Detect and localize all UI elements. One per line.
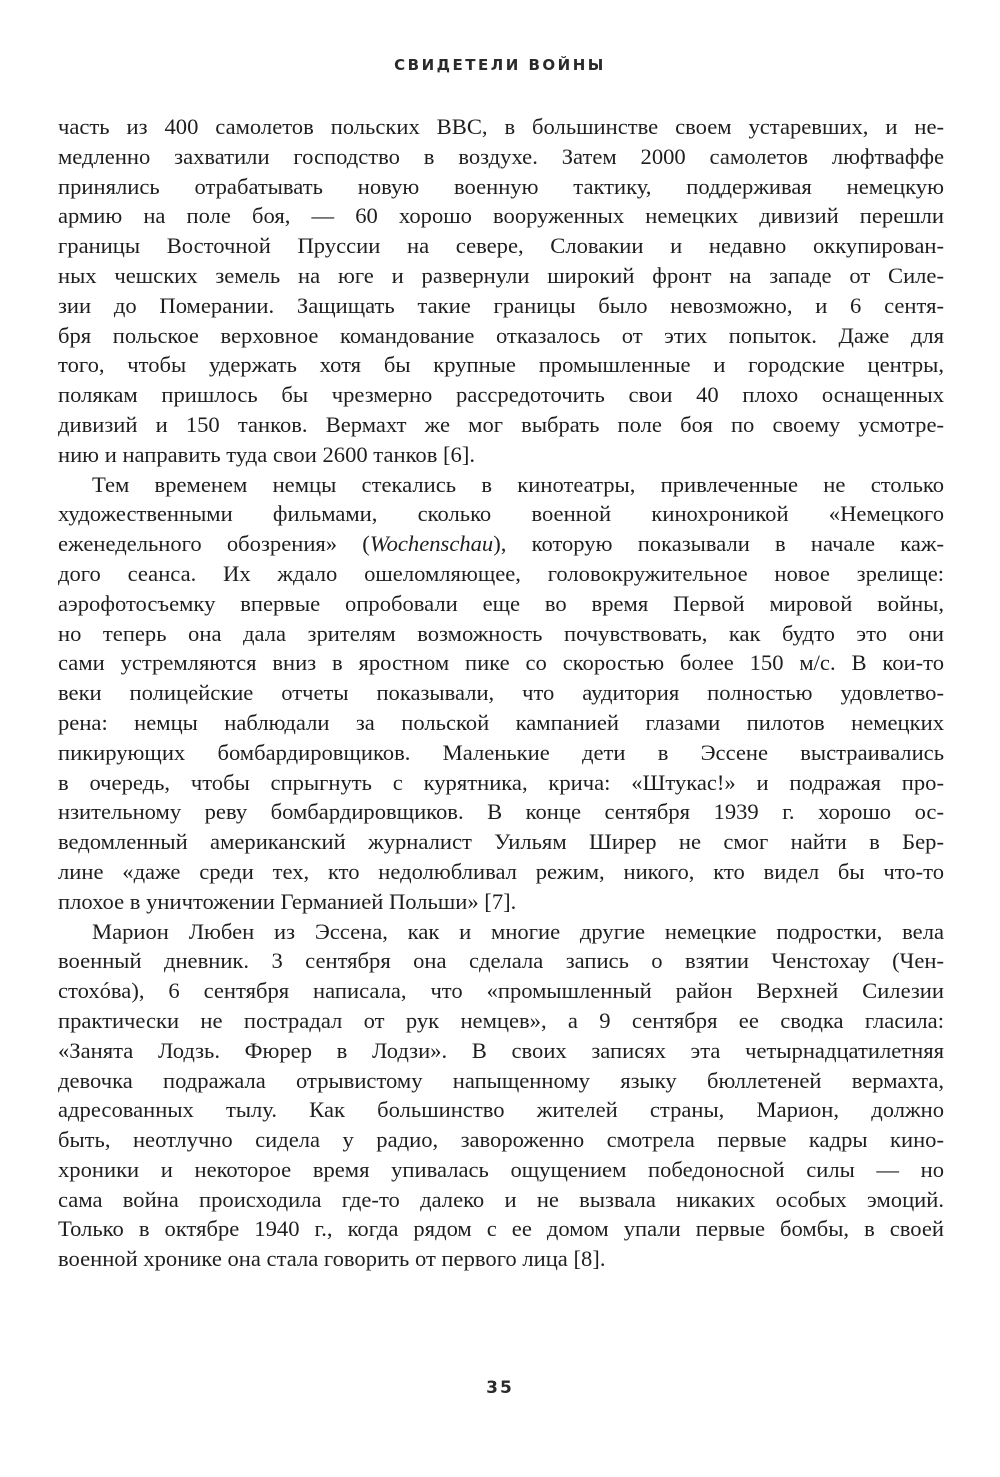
text-line: адресованных тылу. Как большинство жителей страны, Марион, должно xyxy=(58,1097,944,1123)
text-line: принялись отрабатывать новую военную тактику, поддерживая немецкую xyxy=(58,173,944,199)
paragraph-1 xyxy=(58,112,944,470)
text-line: того, чтобы удержать хотя бы крупные промышленные и городские центры, xyxy=(58,352,944,378)
body-text xyxy=(58,112,944,1274)
text-line: нию и направить туда свои 2600 танков [6]. xyxy=(58,441,476,467)
text-line: Тем временем немцы стекались в кинотеатры, привлеченные не столько xyxy=(92,471,944,497)
text-line: художественными фильмами, сколько военной кинохроникой «Немецкого xyxy=(58,501,944,527)
text-line: Только в октябре 1940 г., когда рядом с ее домом упали первые бомбы, в своей xyxy=(58,1216,944,1242)
text-line: ведомленный американский журналист Уильям Ширер не смог найти в Бер- xyxy=(58,829,944,855)
text-line: практически не пострадал от рук немцев», а 9 сентября ее сводка гласила: xyxy=(58,1007,944,1033)
running-head: СВИДЕТЕЛИ ВОЙНЫ xyxy=(394,56,606,74)
text-line: плохое в уничтожении Германией Польши» [7]. xyxy=(58,888,517,914)
text-line: лине «даже среди тех, кто недолюбливал режим, никого, кто видел бы что-то xyxy=(58,858,944,884)
text-line: аэрофотосъемку впервые опробовали еще во время Первой мировой войны, xyxy=(58,590,944,616)
text-line: военный дневник. 3 сентября она сделала запись о взятии Ченстохау (Чен- xyxy=(58,948,944,974)
text-line: в очередь, чтобы спрыгнуть с курятника, крича: «Штукас!» и подражая про- xyxy=(58,769,944,795)
text-line: хроники и некоторое время упивалась ощущением победоносной силы — но xyxy=(58,1156,944,1182)
text-line: дого сеанса. Их ждало ошеломляющее, головокружительное новое зрелище: xyxy=(58,560,944,586)
text-line: зии до Померании. Защищать такие границы было невозможно, и 6 сентя- xyxy=(58,292,944,318)
text-line: бря польское верховное командование отказалось от этих попыток. Даже для xyxy=(58,322,944,348)
text-fragment: ), которую показывали в начале каж- xyxy=(493,531,944,557)
text-line: сами устремляются вниз в яростном пике со скоростью более 150 м/с. В кои-то xyxy=(58,650,944,676)
text-line: пикирующих бомбардировщиков. Маленькие дети в Эссене выстраивались xyxy=(58,739,944,765)
text-line: дивизий и 150 танков. Вермахт же мог выбрать поле боя по своему усмотре- xyxy=(58,411,944,437)
text-line: медленно захватили господство в воздухе. Затем 2000 самолетов люфтваффе xyxy=(58,143,944,169)
text-line-with-italic xyxy=(58,529,944,559)
text-line: полякам пришлось бы чрезмерно рассредоточить свои 40 плохо оснащенных xyxy=(58,382,944,408)
paragraph-3 xyxy=(58,917,944,1275)
text-line: военной хронике она стала говорить от первого лица [8]. xyxy=(58,1246,606,1272)
text-line: девочка подражала отрывистому напыщенному языку бюллетеней вермахта, xyxy=(58,1067,944,1093)
text-line: Марион Любен из Эссена, как и многие другие немецкие подростки, вела xyxy=(92,918,944,944)
page-number: 35 xyxy=(486,1378,514,1398)
italic-term: Wochenschau xyxy=(369,531,494,557)
text-line: быть, неотлучно сидела у радио, завороженно смотрела первые кадры кино- xyxy=(58,1127,944,1153)
text-line: армию на поле боя, — 60 хорошо вооруженных немецких дивизий перешли xyxy=(58,203,944,229)
text-line: стохóва), 6 сентября написала, что «промышленный район Верхней Силезии xyxy=(58,978,944,1004)
text-line: веки полицейские отчеты показывали, что аудитория полностью удовлетво- xyxy=(58,680,944,706)
text-line: часть из 400 самолетов польских ВВС, в большинстве своем устаревших, и не- xyxy=(58,114,944,139)
text-line: нзительному реву бомбардировщиков. В конце сентября 1939 г. хорошо ос- xyxy=(58,799,944,825)
text-fragment: еженедельного обозрения» ( xyxy=(58,531,370,557)
text-line: границы Восточной Пруссии на севере, Словакии и недавно оккупирован- xyxy=(58,233,944,259)
text-line: «Занята Лодзь. Фюрер в Лодзи». В своих записях эта четырнадцатилетняя xyxy=(58,1037,944,1063)
text-line: ных чешских земель на юге и развернули широкий фронт на западе от Силе- xyxy=(58,262,944,288)
text-line: рена: немцы наблюдали за польской кампанией глазами пилотов немецких xyxy=(58,709,944,735)
text-line: сама война происходила где-то далеко и не вызвала никаких особых эмоций. xyxy=(58,1186,944,1212)
paragraph-2 xyxy=(58,470,944,917)
text-line: но теперь она дала зрителям возможность почувствовать, как будто это они xyxy=(58,620,944,646)
